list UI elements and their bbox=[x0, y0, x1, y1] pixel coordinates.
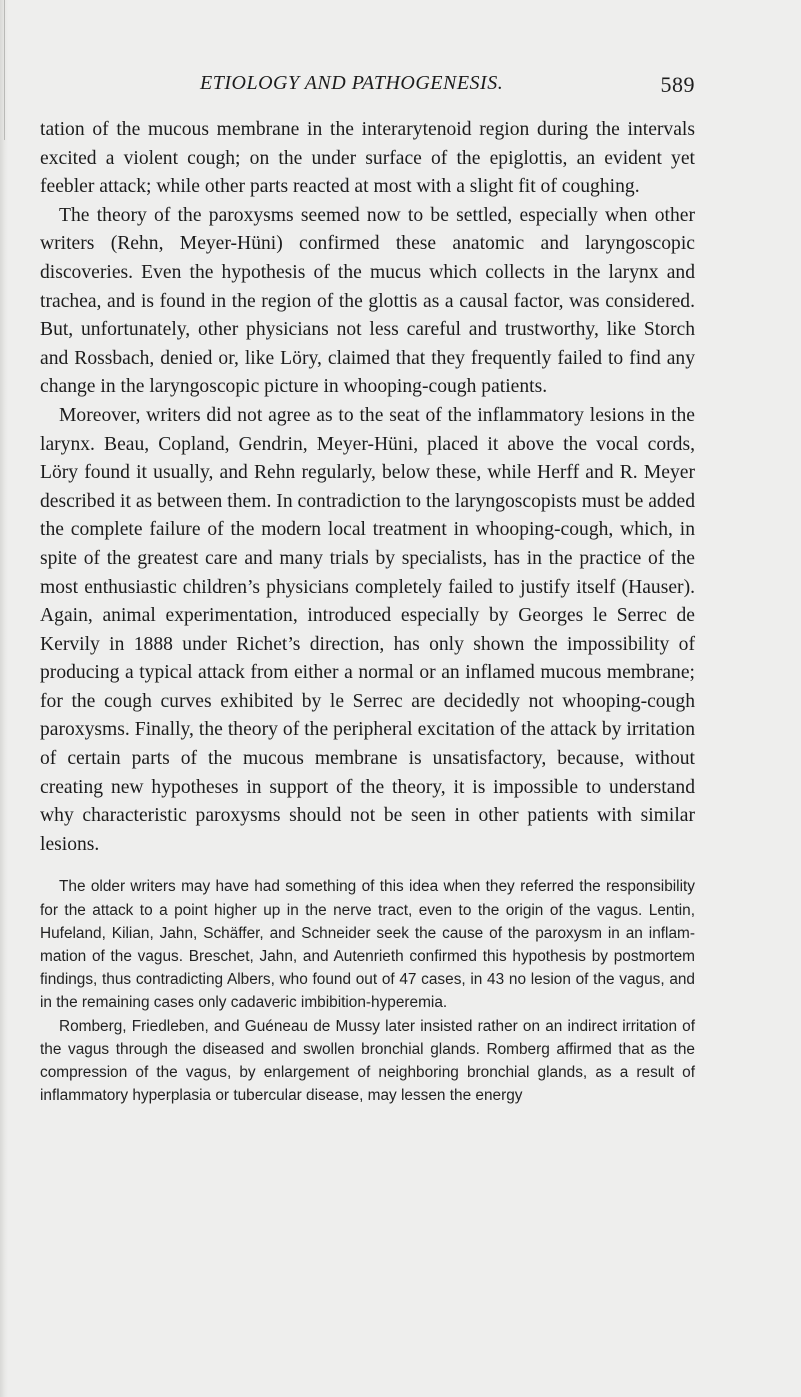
page-body bbox=[40, 116, 695, 1107]
small-print-section bbox=[40, 875, 695, 1107]
note-vagus-origin: The older writers may have had something of this idea when they referred the responsibility for the attack to a point higher up in the nerve tract, even to the origin of the vagus. Lentin, Hufeland, Kilian, Jahn, Schäffer, and Schneider seek the cause of the paroxysm in an inflammation of the vagus. Breschet, Jahn, and Autenrieth confirmed this hypothesis by postmortem findings, thus contradicting Albers, who found out of 47 cases, in 43 no lesion of the vagus, and in the remaining cases only cadaveric imbibition-hyperemia. bbox=[40, 878, 695, 1012]
paragraph-theory-of-paroxysms: The theory of the paroxysms seemed now to be settled, especially when other writers (Rehn, Meyer-Hüni) confirmed these anatomic and laryngoscopic discoveries. Even the hypothesis of the mucus which collects in the larynx and trachea, and is found in the region of the glottis as a causal factor, was considered. But, unfortunately, other physicians not less careful and trustworthy, like Storch and Rossbach, denied or, like Löry, claimed that they frequently failed to find any change in the laryngoscopic picture in whooping-cough patients. bbox=[40, 204, 695, 398]
paragraph-seat-of-lesions: Moreover, writers did not agree as to the seat of the inflammatory lesions in the larynx. Beau, Copland, Gendrin, Meyer-Hüni, placed it above the vocal cords, Löry found it usually, and Rehn regularly, below these, while Herff and R. Meyer described it as between them. In contradiction to the laryngoscopists must be added the complete failure of the modern local treatment in whooping-cough, which, in spite of the greatest care and many trials by specialists, has in the practice of the most enthusiastic children’s physicians completely failed to justify itself (Hauser). Again, animal experimentation, introduced especially by Georges le Serrec de Kervily in 1888 under Richet’s direction, has only shown the impossibility of producing a typical attack from either a normal or an inflamed mucous membrane; for the cough curves exhibited by le Serrec are decidedly not whooping-cough paroxysms. Finally, the theory of the peripheral excitation of the attack by irritation of certain parts of the mucous membrane is unsatisfactory, because, without creating new hypotheses in support of the theory, it is impossible to understand why characteristic paroxysms should not be seen in other patients with similar lesions. bbox=[40, 404, 695, 855]
running-head-title: ETIOLOGY AND PATHOGENESIS. bbox=[200, 72, 504, 94]
running-header bbox=[200, 72, 695, 102]
note-bronchial-glands: Romberg, Friedleben, and Guéneau de Mussy later insisted rather on an indirect irritation of the vagus through the diseased and swollen bronchial glands. Romberg affirmed that as the compression of the vagus, by enlargement of neighboring bronchial glands, as a result of inflammatory hyperplasia or tubercular disease, may lessen the energy bbox=[40, 1017, 695, 1105]
page-number: 589 bbox=[660, 72, 695, 97]
binding-line bbox=[4, 0, 5, 140]
paragraph-continued: tation of the mucous membrane in the interarytenoid region during the intervals excited a violent cough; on the under surface of the epiglottis, an evident yet feebler attack; while other parts reacted at most with a slight fit of coughing. bbox=[40, 119, 695, 198]
page-edge-shadow bbox=[0, 0, 8, 1397]
